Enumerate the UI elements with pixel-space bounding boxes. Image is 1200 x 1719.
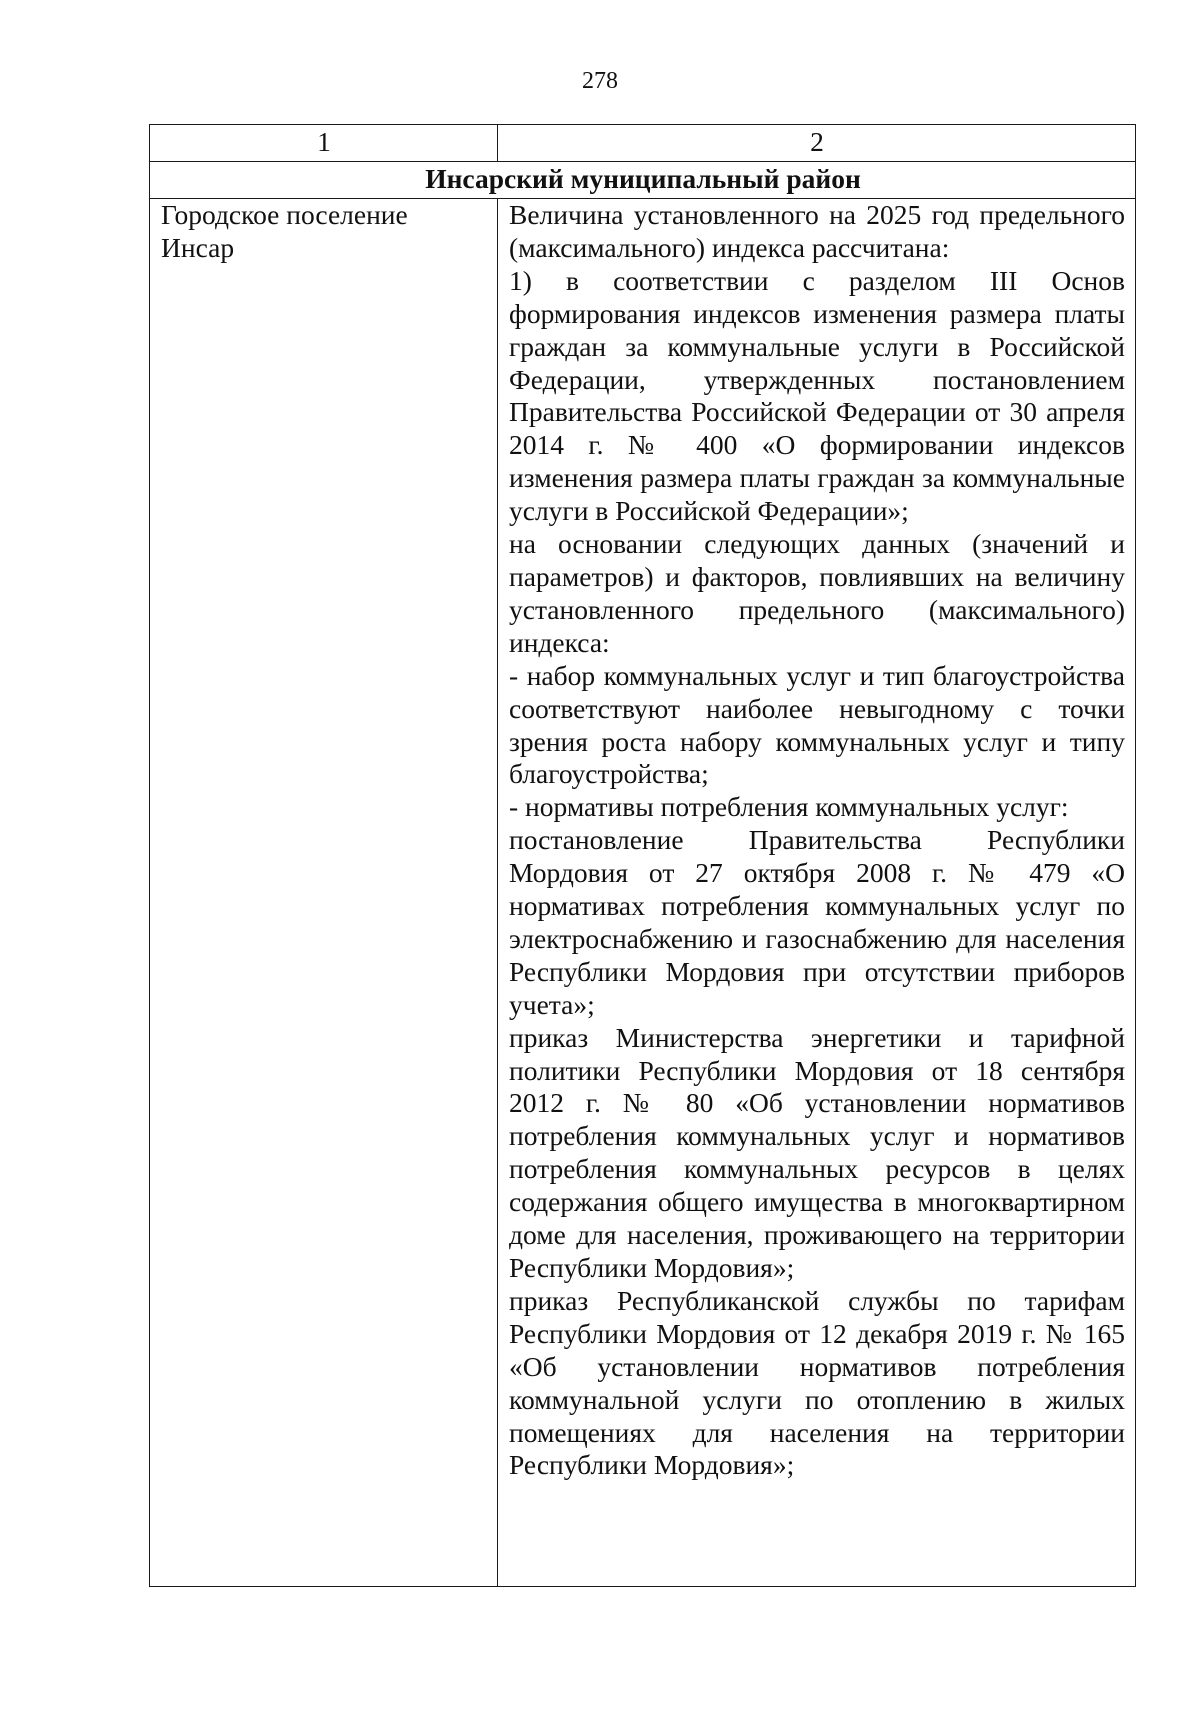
table-row xyxy=(150,199,1136,1587)
column-2-header: 2 xyxy=(498,125,1136,162)
paragraph-basis: 1) в соответствии с разделом III Основ формирования индексов изменения размера платы граждан за коммунальные услуги в Российской Федерации, утвержденных постановлением Правительства Российской Федерации от 30 апреля 2014 г. № 400 «О формировании индексов изменения размера платы граждан за коммунальные услуги в Российской Федерации»; xyxy=(509,264,1125,527)
paragraph-resolution-479: постановление Правительства Республики Мордовия от 27 октября 2008 г. № 479 «О нормативах потребления коммунальных услуг по электроснабжению и газоснабжению для населения Республики Мордовия при отсутствии приборов учета»; xyxy=(509,824,1125,1020)
paragraph-services-set: - набор коммунальных услуг и тип благоустройства соответствуют наиболее невыгодному с точки зрения роста набору коммунальных услуг и типу благоустройства; xyxy=(509,659,1125,790)
document-table xyxy=(149,124,1136,1587)
section-row xyxy=(150,162,1136,199)
column-1-header: 1 xyxy=(150,125,498,162)
paragraph-intro: Величина установленного на 2025 год предельного (максимального) индекса рассчитана: xyxy=(509,199,1125,263)
paragraph-order-165: приказ Республиканской службы по тарифам Республики Мордовия от 12 декабря 2019 г. № 165 «Об установлении нормативов потребления коммунальной услуги по отоплению в жилых помещениях для населения на территории Республики Мордовия»; xyxy=(509,1284,1125,1481)
settlement-name-line2: Инсар xyxy=(161,231,235,263)
paragraph-data-factors: на основании следующих данных (значений и параметров) и факторов, повлиявших на величину установленного предельного (максимального) индекса: xyxy=(509,528,1125,658)
paragraph-order-80: приказ Министерства энергетики и тарифной политики Республики Мордовия от 18 сентября 2012 г. № 80 «Об установлении нормативов потребления коммунальных услуг и нормативов потребления коммунальных ресурсов в целях содержания общего имущества в многоквартирном доме для населения, проживающего на территории Республики Мордовия»; xyxy=(509,1021,1125,1283)
section-title: Инсарский муниципальный район xyxy=(150,162,1136,199)
page-number: 278 xyxy=(582,68,618,94)
index-description-cell xyxy=(498,199,1136,1587)
paragraph-norms-heading: - нормативы потребления коммунальных услуг: xyxy=(509,791,1069,823)
settlement-name-line1: Городское поселение xyxy=(161,199,408,230)
settlement-name-cell xyxy=(150,199,498,1587)
table-header-row xyxy=(150,125,1136,162)
